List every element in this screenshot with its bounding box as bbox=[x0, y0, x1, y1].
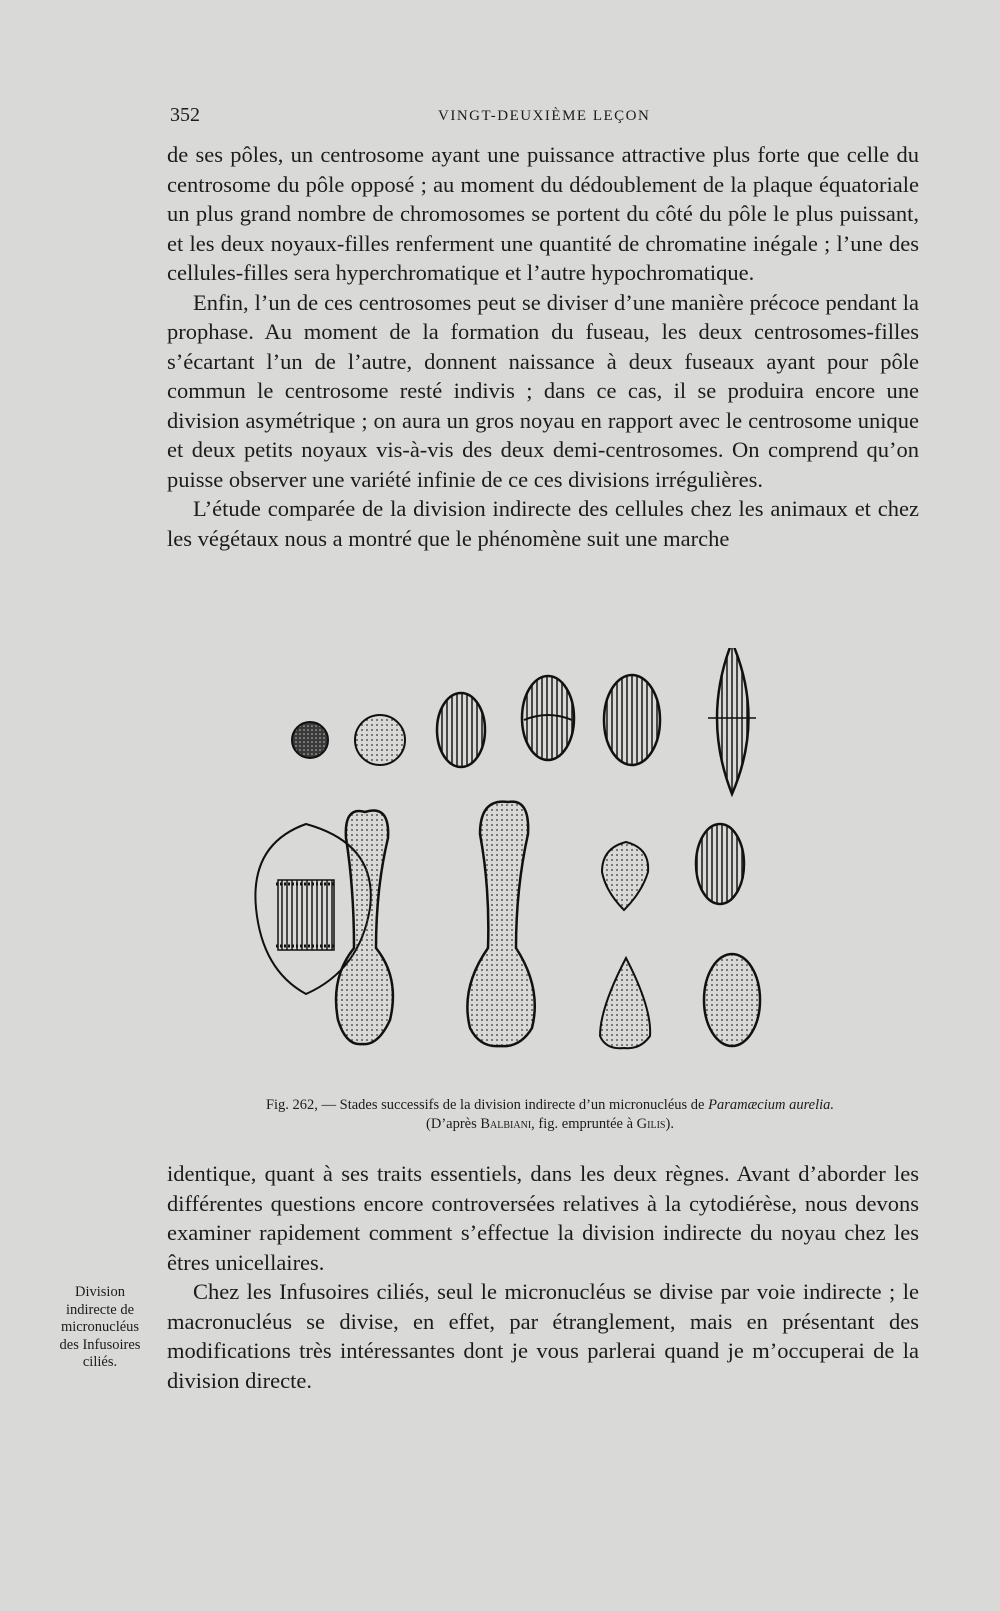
margin-note-line: micronucléus bbox=[60, 1319, 140, 1335]
running-head: VINGT-DEUXIÈME LEÇON bbox=[438, 108, 651, 124]
margin-note-line: ciliés. bbox=[82, 1354, 118, 1370]
margin-note-line: indirecte de bbox=[65, 1301, 135, 1318]
stage-5-nucleus bbox=[604, 675, 660, 765]
margin-note-line: Division bbox=[75, 1284, 125, 1300]
margin-note-line: des Infusoires bbox=[59, 1336, 141, 1353]
caption-lead: Fig. 262, — Stades successifs de la division indirecte d’un micronucléus de bbox=[265, 1097, 705, 1113]
paragraph: identique, quant à ses traits essentiels, dans les deux règnes. Avant d’aborder les différentes questions encore controversées relatives à la cytodiérèse, nous devons examiner rapidement comment s’effectue la division indirecte du noyau chez les êtres unicellaires. bbox=[167, 1161, 919, 1275]
paragraph: de ses pôles, un centrosome ayant une puissance attractive plus forte que celle du centrosome du pôle opposé ; au moment du dédoublement de la plaque équatoriale un plus grand nombre de chromosomes se portent du côté du pôle le plus puissant, et les deux noyaux-filles renferment une quantité de chromatine inégale ; l’une des cellules-filles sera hyperchromatique et l’autre hypochromatique. bbox=[167, 142, 919, 285]
figure-caption bbox=[240, 1096, 860, 1134]
caption-author: Balbiani, bbox=[480, 1116, 535, 1132]
caption-author: Gilis bbox=[636, 1116, 666, 1132]
caption-mid: fig. empruntée à bbox=[538, 1116, 634, 1132]
stage-11-daughter-nuclei bbox=[696, 824, 760, 1046]
stage-2-nucleus bbox=[355, 715, 405, 765]
page-number: 352 bbox=[170, 104, 200, 126]
stage-4-nucleus bbox=[522, 676, 574, 760]
stage-6-spindle bbox=[708, 648, 756, 794]
caption-source-open: (D’après bbox=[426, 1116, 477, 1132]
stage-8-dumbbell bbox=[336, 810, 393, 1044]
paragraph: Chez les Infusoires ciliés, seul le micronucléus se divise par voie indirecte ; le macronucléus se divise, en effet, par étranglement, mais en présentant des modifications très intéressantes dont je vous parlerai quand je m’occuperai de la division directe. bbox=[167, 1279, 919, 1393]
stage-9-dumbbell bbox=[467, 802, 534, 1047]
paragraph: L’étude comparée de la division indirecte des cellules chez les animaux et chez les végétaux nous a montré que le phénomène suit une marche bbox=[167, 496, 919, 551]
page-header bbox=[170, 104, 920, 128]
stage-3-nucleus bbox=[437, 693, 485, 767]
stage-10-daughter-nuclei bbox=[600, 842, 650, 1048]
figure-262-illustration bbox=[250, 648, 820, 1088]
caption-close: ). bbox=[665, 1116, 674, 1132]
caption-species: Paramæcium aurelia. bbox=[708, 1097, 835, 1113]
margin-note bbox=[40, 1284, 160, 1372]
stage-1-nucleus bbox=[292, 722, 328, 758]
body-text-bottom bbox=[167, 1159, 919, 1395]
body-text-top bbox=[167, 140, 919, 553]
paragraph: Enfin, l’un de ces centrosomes peut se diviser d’une manière précoce pendant la prophase. Au moment de la formation du fuseau, les deux centrosomes-filles s’écartant l’un de l’autre, donnent naissance à deux fuseaux ayant pour pôle commun le centrosome resté indivis ; dans ce cas, il se produira encore une division asymétrique ; on aura un gros noyau en rapport avec le centrosome unique et deux petits noyaux vis-à-vis des deux demi-centrosomes. On comprend qu’on puisse observer une variété infinie de ce ces divisions irrégulières. bbox=[167, 289, 919, 492]
